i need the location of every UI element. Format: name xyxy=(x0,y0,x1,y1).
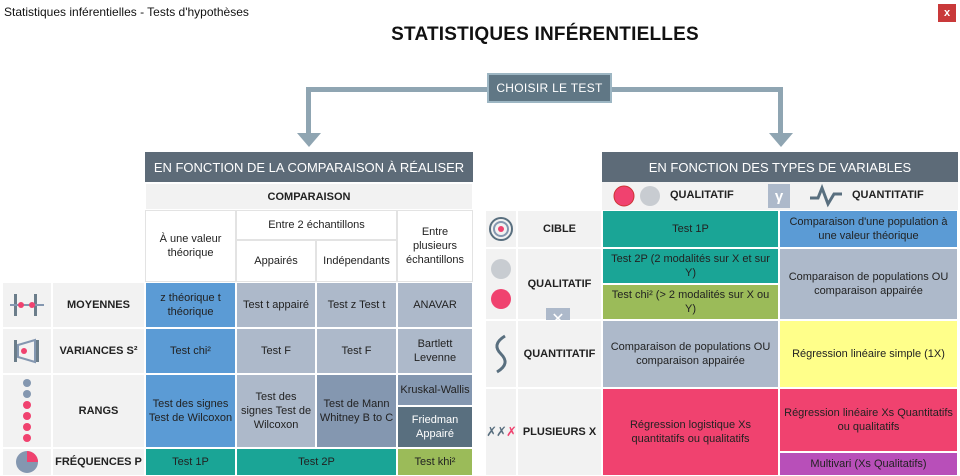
qualitatif-qualitatif-2p[interactable]: Test 2P (2 modalités sur X et sur Y) xyxy=(602,248,779,284)
left-section-header: EN FONCTION DE LA COMPARAISON À RÉALISER xyxy=(145,152,473,182)
choose-test-button[interactable]: CHOISIR LE TEST xyxy=(487,73,612,103)
quantitatif-wave-icon xyxy=(808,184,844,208)
moyennes-icon xyxy=(2,282,52,328)
cible-icon xyxy=(485,210,517,248)
page-title: STATISTIQUES INFÉRENTIELLES xyxy=(391,24,699,45)
variances-single[interactable]: Test chi² xyxy=(145,328,236,374)
qualitatif-dots-icon xyxy=(612,184,664,208)
plusieurs-quantitatif[interactable]: Régression linéaire Xs Quantitatifs ou qualitatifs xyxy=(779,388,958,452)
moyennes-indep[interactable]: Test z Test t xyxy=(316,282,397,328)
moyennes-single[interactable]: z théorique t théorique xyxy=(145,282,236,328)
window-title: Statistiques inférentielles - Tests d'hypothèses xyxy=(4,5,249,19)
row-label-cible: CIBLE xyxy=(517,210,602,248)
qualitatif-qualitatif-chi[interactable]: Test chi² (> 2 modalités sur X ou Y) xyxy=(602,284,779,320)
variances-indep[interactable]: Test F xyxy=(316,328,397,374)
connector xyxy=(778,87,783,137)
row-label-variances: VARIANCES S² xyxy=(52,328,145,374)
moyennes-multi[interactable]: ANAVAR xyxy=(397,282,473,328)
frequences-two[interactable]: Test 2P xyxy=(236,448,397,476)
rangs-multi-friedman[interactable]: Friedman Appairé xyxy=(397,406,473,448)
quantitatif-label: QUANTITATIF xyxy=(852,189,924,201)
quantitatif-quantitatif[interactable]: Régression linéaire simple (1X) xyxy=(779,320,958,388)
rangs-paired[interactable]: Test des signes Test de Wilcoxon xyxy=(236,374,316,448)
connector xyxy=(612,87,782,92)
close-button[interactable]: x xyxy=(938,4,956,22)
qualitatif-quantitatif[interactable]: Comparaison de populations OU comparaison appairée xyxy=(779,248,958,320)
connector xyxy=(308,87,488,92)
cible-quantitatif[interactable]: Comparaison d'une population à une valeur théorique xyxy=(779,210,958,248)
qualitatif-label: QUALITATIF xyxy=(670,189,734,201)
quantitatif-qualitatif[interactable]: Comparaison de populations OU comparaison appairée xyxy=(602,320,779,388)
arrow-down-icon xyxy=(769,133,793,149)
variances-multi[interactable]: Bartlett Levenne xyxy=(397,328,473,374)
col-independent: Indépendants xyxy=(316,240,397,282)
col-paired: Appairés xyxy=(236,240,316,282)
rangs-single[interactable]: Test des signes Test de Wilcoxon xyxy=(145,374,236,448)
variances-paired[interactable]: Test F xyxy=(236,328,316,374)
rangs-indep[interactable]: Test de Mann Whitney B to C xyxy=(316,374,397,448)
cible-qualitatif[interactable]: Test 1P xyxy=(602,210,779,248)
plusieurs-qualitatif[interactable]: Régression logistique Xs quantitatifs ou qualitatifs xyxy=(602,388,779,476)
row-label-plusieurs: PLUSIEURS X xyxy=(517,388,602,476)
plusieurs-icon: ✗✗✗ xyxy=(485,388,517,476)
qualitatif-row-icon xyxy=(485,248,517,320)
variances-icon xyxy=(2,328,52,374)
row-label-quantitatif: QUANTITATIF xyxy=(517,320,602,388)
col-multi: Entre plusieurs échantillons xyxy=(397,210,473,282)
col-single: À une valeur théorique xyxy=(145,210,236,282)
frequences-multi[interactable]: Test khi² xyxy=(397,448,473,476)
rangs-icon xyxy=(2,374,52,448)
row-label-rangs: RANGS xyxy=(52,374,145,448)
gamma-icon: γ xyxy=(768,184,790,208)
row-label-frequences: FRÉQUENCES P xyxy=(52,448,145,476)
row-label-qualitatif: QUALITATIF xyxy=(517,248,602,320)
comparaison-header: COMPARAISON xyxy=(145,183,473,210)
plusieurs-multivari[interactable]: Multivari (Xs Qualitatifs) xyxy=(779,452,958,476)
moyennes-paired[interactable]: Test t appairé xyxy=(236,282,316,328)
frequences-single[interactable]: Test 1P xyxy=(145,448,236,476)
rangs-multi-kruskal[interactable]: Kruskal-Wallis xyxy=(397,374,473,406)
frequences-icon xyxy=(2,448,52,476)
arrow-down-icon xyxy=(297,133,321,149)
connector xyxy=(306,87,311,137)
col-two-samples: Entre 2 échantillons xyxy=(236,210,397,240)
quantitatif-row-icon xyxy=(485,320,517,388)
row-label-moyennes: MOYENNES xyxy=(52,282,145,328)
right-section-header: EN FONCTION DES TYPES DE VARIABLES xyxy=(602,152,958,182)
